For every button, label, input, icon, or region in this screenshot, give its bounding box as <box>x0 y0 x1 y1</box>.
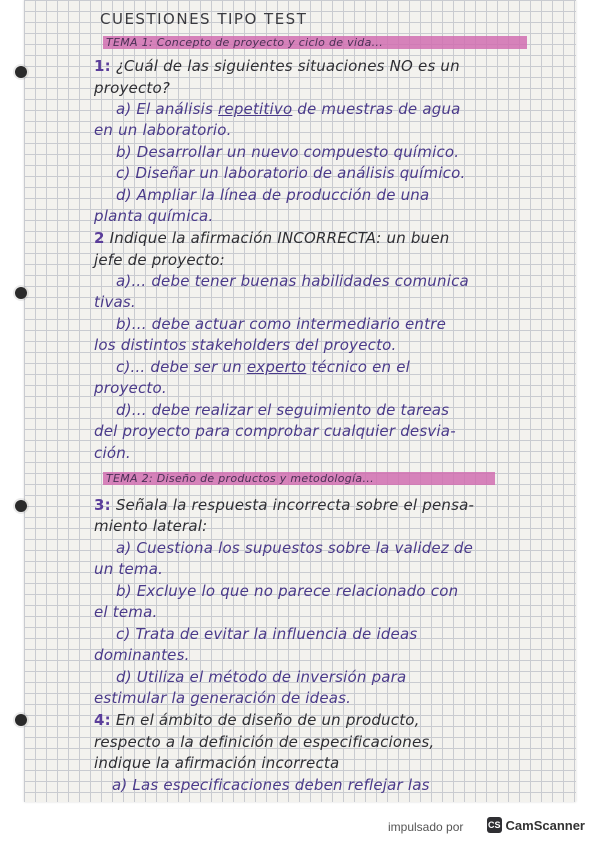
answer-option: a) Cuestiona los supuestos sobre la validez de <box>116 539 474 557</box>
page-title: CUESTIONES TIPO TEST <box>100 10 308 28</box>
answer-option: c) Trata de evitar la influencia de ideas <box>116 625 418 643</box>
answer-option <box>116 100 461 118</box>
answer-option: un tema. <box>94 560 164 578</box>
question-text: miento lateral: <box>94 517 208 535</box>
answer-text: de muestras de agua <box>292 100 461 118</box>
binder-hole-icon <box>15 287 27 299</box>
answer-text: técnico en el <box>306 358 410 376</box>
answer-option: planta química. <box>94 207 214 225</box>
answer-option: los distintos stakeholders del proyecto. <box>94 336 397 354</box>
binder-hole-icon <box>15 500 27 512</box>
camscanner-brand: CamScanner <box>505 817 585 833</box>
answer-option: del proyecto para comprobar cualquier desvia- <box>94 422 456 440</box>
question-2-line <box>94 229 449 247</box>
topic-1-heading: TEMA 1: Concepto de proyecto y ciclo de vida... <box>106 36 384 49</box>
camscanner-logo[interactable] <box>487 814 585 836</box>
question-3-line <box>94 496 474 514</box>
question-number: 2 <box>94 229 105 247</box>
question-number: 3: <box>94 496 111 514</box>
answer-option: en un laboratorio. <box>94 121 232 139</box>
camscanner-icon: CS <box>487 817 502 833</box>
answer-option: dominantes. <box>94 646 190 664</box>
answer-option: d) Ampliar la línea de producción de una <box>116 186 430 204</box>
question-4-line <box>94 711 420 729</box>
binder-hole-icon <box>15 66 27 78</box>
binder-hole-icon <box>15 714 27 726</box>
underlined-word: repetitivo <box>218 100 293 118</box>
powered-by-label: impulsado por <box>388 820 464 834</box>
underlined-word: experto <box>246 358 307 376</box>
question-text: indique la afirmación incorrecta <box>94 754 340 772</box>
question-1-line <box>94 57 460 75</box>
answer-option: a)... debe tener buenas habilidades comunica <box>116 272 469 290</box>
answer-text: c)... debe ser un <box>116 358 247 376</box>
answer-option: b) Excluye lo que no parece relacionado con <box>116 582 459 600</box>
answer-option: c) Diseñar un laboratorio de análisis químico. <box>116 164 466 182</box>
question-text: En el ámbito de diseño de un producto, <box>115 711 420 729</box>
question-text: proyecto? <box>94 79 171 97</box>
question-text: jefe de proyecto: <box>94 251 225 269</box>
question-number: 1: <box>94 57 111 75</box>
answer-option: tivas. <box>94 293 136 311</box>
topic-2-heading: TEMA 2: Diseño de productos y metodología... <box>106 472 374 485</box>
answer-option: b) Desarrollar un nuevo compuesto químico. <box>116 143 460 161</box>
answer-option: estimular la generación de ideas. <box>94 689 352 707</box>
answer-text: a) El análisis <box>116 100 219 118</box>
question-text: Señala la respuesta incorrecta sobre el pensa- <box>115 496 475 514</box>
answer-option: ción. <box>94 444 131 462</box>
answer-option: el tema. <box>94 603 158 621</box>
answer-option: a) Las especificaciones deben reflejar las <box>112 776 430 794</box>
question-number: 4: <box>94 711 111 729</box>
answer-option: d)... debe realizar el seguimiento de tareas <box>116 401 450 419</box>
answer-option: d) Utiliza el método de inversión para <box>116 668 407 686</box>
question-text: respecto a la definición de especificaciones, <box>94 733 435 751</box>
answer-option: proyecto. <box>94 379 167 397</box>
question-text: ¿Cuál de las siguientes situaciones NO es un <box>115 57 460 75</box>
answer-option <box>116 358 410 376</box>
question-text: Indique la afirmación INCORRECTA: un buen <box>109 229 450 247</box>
answer-option: b)... debe actuar como intermediario entre <box>116 315 447 333</box>
